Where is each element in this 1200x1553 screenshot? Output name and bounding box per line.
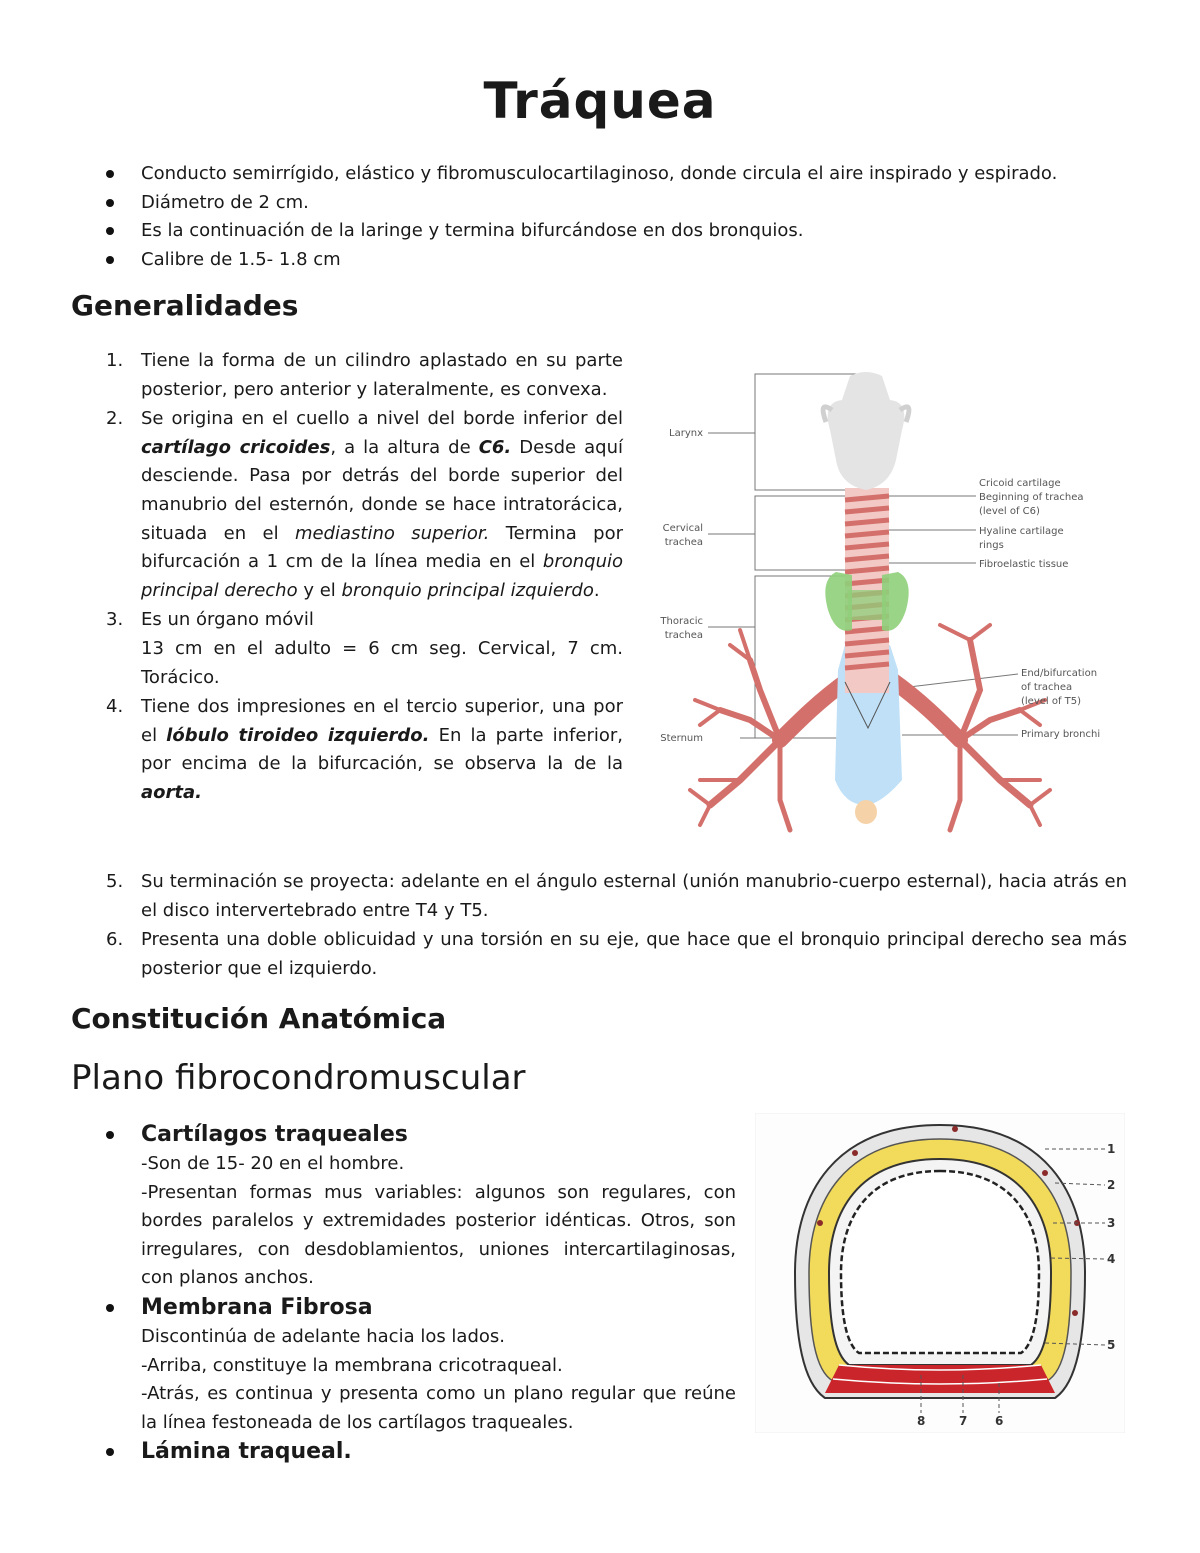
section-label-8: 8 bbox=[917, 1414, 926, 1428]
label-cervical-trachea: trachea bbox=[664, 537, 703, 548]
list-item: 5. Su terminación se proyecta: adelante en el ángulo esternal (unión manubrio-cuerpo esternal), hacia atrás en el disco intervertebrado entre T4 y T5. bbox=[106, 871, 1127, 921]
intro-bullet: Calibre de 1.5- 1.8 cm bbox=[100, 246, 1057, 275]
larynx-shape bbox=[828, 372, 905, 490]
section-heading-constitucion: Constitución Anatómica bbox=[71, 1002, 447, 1035]
constitucion-list bbox=[100, 1120, 736, 1467]
trachea-anatomy-figure bbox=[640, 360, 1120, 835]
intro-bullet: Diámetro de 2 cm. bbox=[100, 189, 1057, 218]
label-beginning-trachea: Beginning of trachea bbox=[979, 492, 1084, 503]
label-end-bifurcation: End/bifurcation bbox=[1021, 668, 1098, 679]
trachealis-muscle bbox=[825, 1365, 1055, 1393]
label-fibroelastic: Fibroelastic tissue bbox=[979, 559, 1069, 570]
list-item: 6. Presenta una doble oblicuidad y una torsión en su eje, que hace que el bronquio principal derecho sea más posterior que el izquierdo. bbox=[106, 929, 1127, 979]
item-title: Lámina traqueal. bbox=[141, 1439, 352, 1465]
generalidades-list-continued bbox=[100, 868, 1127, 984]
lumen bbox=[841, 1171, 1039, 1353]
label-level-t5: (level of T5) bbox=[1021, 696, 1082, 707]
section-label-3: 3 bbox=[1107, 1216, 1116, 1230]
section-label-6: 6 bbox=[995, 1414, 1004, 1428]
label-of-trachea: of trachea bbox=[1021, 682, 1073, 693]
intro-bullet-list bbox=[100, 160, 1057, 274]
intro-bullet: Conducto semirrígido, elástico y fibromusculocartilaginoso, donde circula el aire inspirado y espirado. bbox=[100, 160, 1057, 189]
section-label-7: 7 bbox=[959, 1414, 968, 1428]
page-title: Tráquea bbox=[483, 72, 717, 130]
label-primary-bronchi: Primary bronchi bbox=[1021, 729, 1101, 740]
label-larynx: Larynx bbox=[669, 428, 703, 439]
label-cricoid: Cricoid cartilage bbox=[979, 478, 1061, 489]
list-item bbox=[100, 1437, 736, 1467]
label-level-c6: (level of C6) bbox=[979, 506, 1040, 517]
item-title: Cartílagos traqueales bbox=[141, 1122, 408, 1147]
list-item: 1. Tiene la forma de un cilindro aplastado en su parte posterior, pero anterior y lateralmente, es convexa. bbox=[106, 350, 623, 400]
xiphoid-shape bbox=[855, 800, 877, 824]
subheading-plano: Plano fibrocondromuscular bbox=[71, 1058, 526, 1098]
section-label-1: 1 bbox=[1107, 1142, 1116, 1156]
list-item: 3. Es un órgano móvil 13 cm en el adulto = 6 cm seg. Cervical, 7 cm. Torácico. bbox=[106, 609, 623, 688]
label-rings: rings bbox=[979, 540, 1004, 551]
section-label-2: 2 bbox=[1107, 1178, 1116, 1192]
item-title: Membrana Fibrosa bbox=[141, 1294, 373, 1320]
label-hyaline: Hyaline cartilage bbox=[979, 526, 1064, 537]
label-thoracic-trachea: trachea bbox=[664, 630, 703, 641]
section-label-4: 4 bbox=[1107, 1252, 1116, 1266]
section-label-5: 5 bbox=[1107, 1338, 1116, 1352]
thyroid-isthmus bbox=[848, 590, 886, 620]
list-item: 2. Se origina en el cuello a nivel del borde inferior del cartílago cricoides, a la altura de C6. Desde aquí desciende. Pasa por detrás del borde superior del manubrio del esternón, donde se hace intratorácica, situada en el mediastino superior. Termina por bifurcación a 1 cm de la línea media en el bronquio principal derecho y el bronquio principal izquierdo. bbox=[106, 408, 623, 601]
trachea-cross-section-figure bbox=[755, 1113, 1125, 1433]
list-item: Cartílagos traqueales -Son de 15- 20 en el hombre. -Presentan formas mus variables: algunos son regulares, con bordes paralelos y extremidades posterior idénticas. Otros, son irregulares, con desdoblamientos, uniones intercartilaginosas, con planos anchos. bbox=[100, 1120, 736, 1293]
label-cervical: Cervical bbox=[662, 523, 703, 534]
label-sternum: Sternum bbox=[660, 733, 703, 744]
generalidades-list bbox=[100, 347, 623, 809]
section-heading-generalidades: Generalidades bbox=[71, 289, 299, 322]
intro-bullet: Es la continuación de la laringe y termina bifurcándose en dos bronquios. bbox=[100, 217, 1057, 246]
list-item: Membrana Fibrosa Discontinúa de adelante hacia los lados. -Arriba, constituye la membrana cricotraqueal. -Atrás, es continua y presenta como un plano regular que reúne la línea festoneada de los cartílagos traqueales. bbox=[100, 1293, 736, 1437]
label-thoracic: Thoracic bbox=[660, 616, 703, 627]
list-item: 4. Tiene dos impresiones en el tercio superior, una por el lóbulo tiroideo izquierdo. En la parte inferior, por encima de la bifurcación, se observa la de la aorta. bbox=[106, 696, 623, 803]
